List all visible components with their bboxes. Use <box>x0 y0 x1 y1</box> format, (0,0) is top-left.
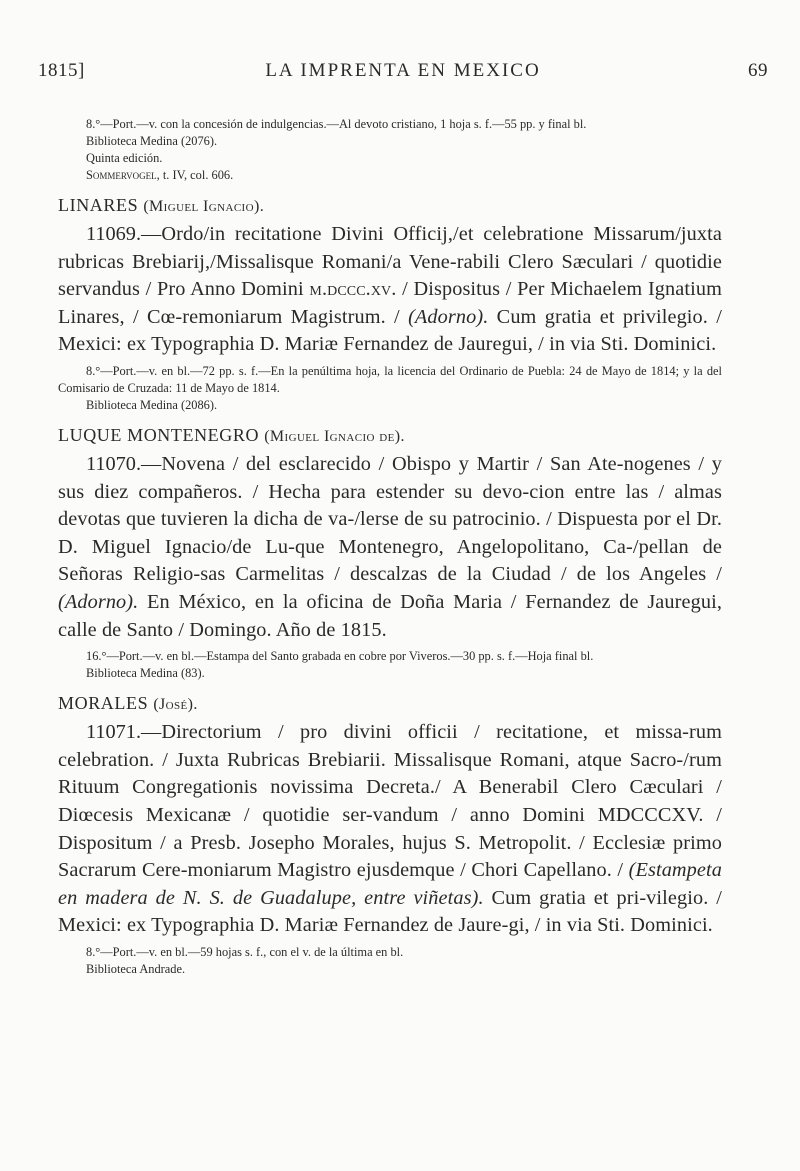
text-column <box>58 116 722 978</box>
page-number: 69 <box>748 60 768 81</box>
author-heading <box>58 692 722 716</box>
top-note-library: Biblioteca Medina (2076). <box>86 134 218 148</box>
bibliographic-entry <box>58 451 722 644</box>
author-given-name: (Miguel Ignacio). <box>143 198 265 215</box>
author-given-name: (Miguel Ignacio de). <box>264 427 405 445</box>
author-heading <box>58 194 722 218</box>
author-surname: LUQUE MONTENEGRO <box>58 424 260 445</box>
author-heading <box>58 424 722 448</box>
top-note-collation: 8.°—Port.—v. con la concesión de indulgencias.—Al devoto cristiano, 1 hoja s. f.—55 pp. y final bl. <box>86 117 587 131</box>
entry-title: —Directorium / pro divini officii / recitatione, et missa-rum celebration. / Juxta Rubricas Brebiarii. Missalisque Romani, atque Sacro-/rum Rituum Congregationis novissima Decreta./ A Benerabil Clero Cæculari / Diœcesis Mexicanæ / quotidie ser-vandum / anno Domini MDCCCXV. / Dispositum / a Presb. Josepho Morales, hujus S. Metropolit. / Ecclesiæ primo Sacrarum Cere-moniarum Magistro ejusdemque / Chori Capellano. / <box>58 721 722 882</box>
running-head-year: 1815] <box>38 60 85 81</box>
entry-collation: 16.°—Port.—v. en bl.—Estampa del Santo grabada en cobre por Viveros.—30 pp. s. f.—Hoja final bl. <box>86 649 594 664</box>
running-head <box>38 60 768 86</box>
entry-imprint: En México, en la oficina de Doña Maria / Fernandez de Jauregui, calle de Santo / Domingo. Año de 1815. <box>58 590 722 641</box>
entry-number: 11070. <box>86 452 142 475</box>
reference-detail: , t. IV, col. 606. <box>156 168 234 182</box>
entry-library: Biblioteca Andrade. <box>86 961 186 976</box>
reference-author: Sommervogel <box>86 168 157 182</box>
entry-title: —Novena / del esclarecido / Obispo y Martir / San Ate-nogenes / y sus diez compañeros. / Hecha para estender su devo-cion entre las / almas devotas que tuvieren la dicha de va-/lerse de su patrocinio. / Dispuesta por el Dr. D. Miguel Ignacio/de Lu-que Montenegro, Angelopolitano, Ca-/pellan de Señoras Religio-sas Carmelitas / descalzas de la Ciudad / de los Angeles / <box>58 452 722 586</box>
entry-year-roman: m.dccc.xv. <box>309 278 397 301</box>
author-surname: LINARES <box>58 195 139 215</box>
entry-imprint: Cum gratia et privilegio. / Mexici: ex Typographia D. Mariæ Fernandez de Jauregui, / in via Sti. Dominici. <box>58 305 722 356</box>
entry-number: 11071. <box>86 721 142 744</box>
entry-title-continued: / Dispositus / Per Michaelem Ignatium Linares, / Cœ-remoniarum Magistrum. / <box>58 278 722 328</box>
entry-title: Ordo/in recitatione Divini Officij,/et celebratione Missarum/juxta rubricas Brebiarij,/Missalisque Romani/a Vene-rabili Clero Sæculari / quotidie servandus / Pro Anno Domini <box>58 223 722 301</box>
entry-collation: 8.°—Port.—v. en bl.—72 pp. s. f.—En la penúltima hoja, la licencia del Ordinario de Puebla: 24 de Mayo de 1814; y la del Comisario de Cruzada: 11 de Mayo de 1814. <box>58 363 722 395</box>
running-head-title: LA IMPRENTA EN MEXICO <box>265 60 541 81</box>
entry-number: 11069. <box>86 223 142 245</box>
entry-imprint: Cum gratia et pri-vilegio. / Mexici: ex Typographia D. Mariæ Fernandez de Jaure-gi, / in via Sti. Dominici. <box>58 886 722 937</box>
entry-ornament: (Estampeta en madera de N. S. de Guadalupe, entre viñetas). <box>58 859 722 909</box>
entry-ornament: (Adorno). <box>58 590 139 613</box>
top-note-reference <box>58 167 722 184</box>
bibliographic-entry: 11069.—Ordo/in recitatione Divini Officij,/et celebratione Missarum/juxta rubricas Brebiarij,/Missalisque Romani/a Vene-rabili Clero Sæculari / quotidie servandus / Pro Anno Domini m.dccc.xv. / Dispositus / Per Michaelem Ignatium Linares, / Cœ-remoniarum Magistrum. / (Adorno). Cum gratia et privilegio. / Mexici: ex Typographia D. Mariæ Fernandez de Jauregui, / in via Sti. Dominici. <box>58 223 722 356</box>
bibliographic-entry <box>58 719 722 940</box>
entry-ornament: (Adorno). <box>408 305 489 328</box>
entry-collation: 8.°—Port.—v. en bl.—59 hojas s. f., con el v. de la última en bl. <box>86 944 404 959</box>
top-note-edition: Quinta edición. <box>86 151 163 165</box>
author-surname: MORALES <box>58 693 149 714</box>
author-given-name: (José). <box>153 696 198 714</box>
entry-library: Biblioteca Medina (2086). <box>86 397 218 412</box>
entry-library: Biblioteca Medina (83). <box>86 666 205 681</box>
